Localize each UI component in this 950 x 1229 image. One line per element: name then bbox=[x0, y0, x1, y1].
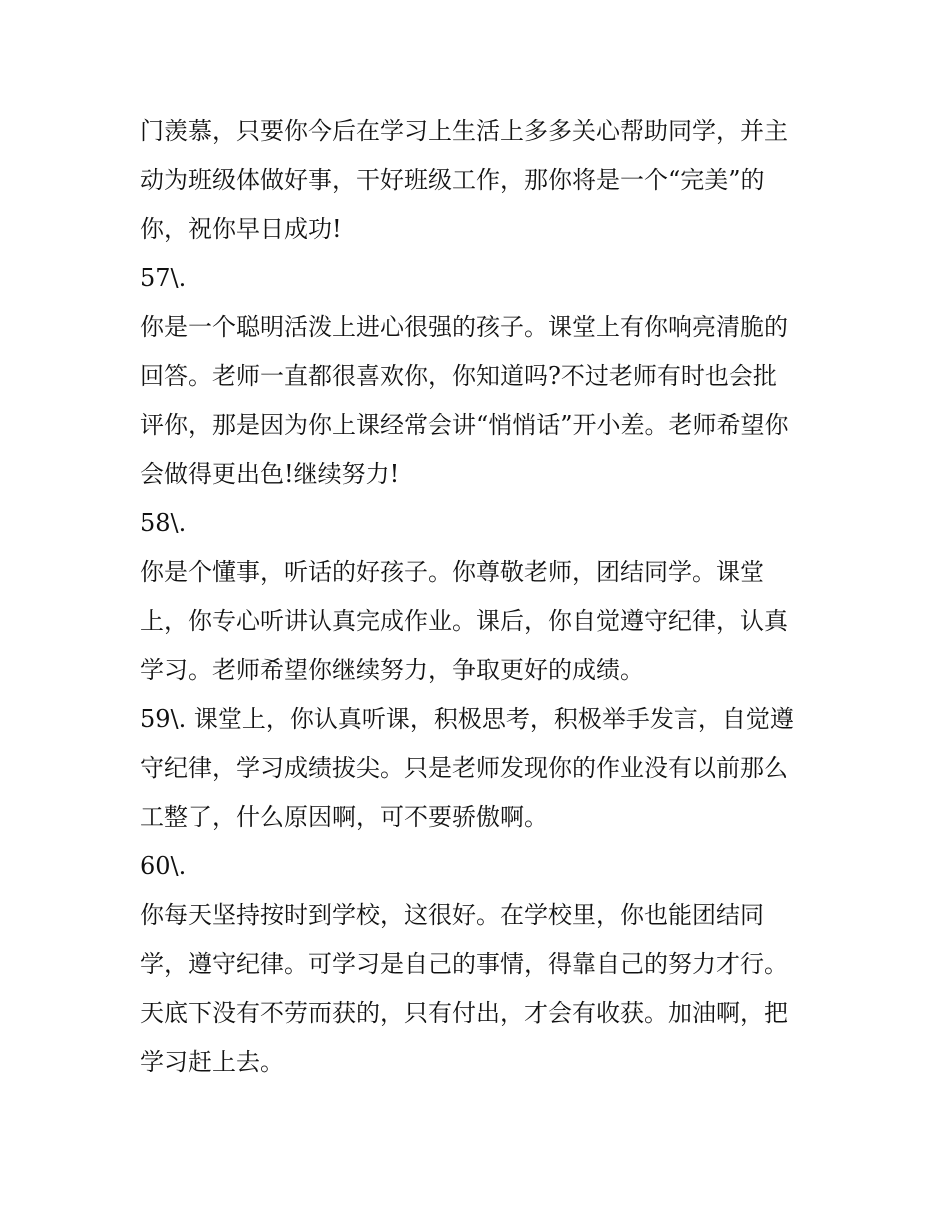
text-line: 会做得更出色!继续努力! bbox=[140, 460, 400, 488]
item-number: 58\. bbox=[140, 509, 187, 537]
text-line: 门羡慕，只要你今后在学习上生活上多多关心帮助同学，并主 bbox=[140, 117, 788, 145]
text-line: 学习。老师希望你继续努力，争取更好的成绩。 bbox=[140, 656, 644, 684]
document-body bbox=[140, 107, 815, 1087]
text-line: 天底下没有不劳而获的，只有付出，才会有收获。加油啊，把 bbox=[140, 999, 788, 1027]
text-line: 动为班级体做好事，干好班级工作，那你将是一个“完美”的 bbox=[140, 166, 765, 194]
text-line: 守纪律，学习成绩拔尖。只是老师发现你的作业没有以前那么 bbox=[140, 754, 788, 782]
text-line: 你每天坚持按时到学校，这很好。在学校里，你也能团结同 bbox=[140, 901, 764, 929]
item-number: 57\. bbox=[140, 264, 187, 292]
item-number: 60\. bbox=[140, 852, 187, 880]
text-line: 学习赶上去。 bbox=[140, 1048, 284, 1076]
text-line: 你是个懂事，听话的好孩子。你尊敬老师，团结同学。课堂 bbox=[140, 558, 764, 586]
text-line: 59\. 课堂上，你认真听课，积极思考，积极举手发言，自觉遵 bbox=[140, 705, 794, 733]
text-line: 评你，那是因为你上课经常会讲“悄悄话”开小差。老师希望你 bbox=[140, 411, 789, 439]
text-line: 你是一个聪明活泼上进心很强的孩子。课堂上有你响亮清脆的 bbox=[140, 313, 788, 341]
text-line: 你，祝你早日成功! bbox=[140, 215, 342, 243]
text-line: 学，遵守纪律。可学习是自己的事情，得靠自己的努力才行。 bbox=[140, 950, 788, 978]
text-line: 工整了，什么原因啊，可不要骄傲啊。 bbox=[140, 803, 548, 831]
text-line: 上，你专心听讲认真完成作业。课后，你自觉遵守纪律，认真 bbox=[140, 607, 788, 635]
text-line: 回答。老师一直都很喜欢你，你知道吗?不过老师有时也会批 bbox=[140, 362, 777, 390]
